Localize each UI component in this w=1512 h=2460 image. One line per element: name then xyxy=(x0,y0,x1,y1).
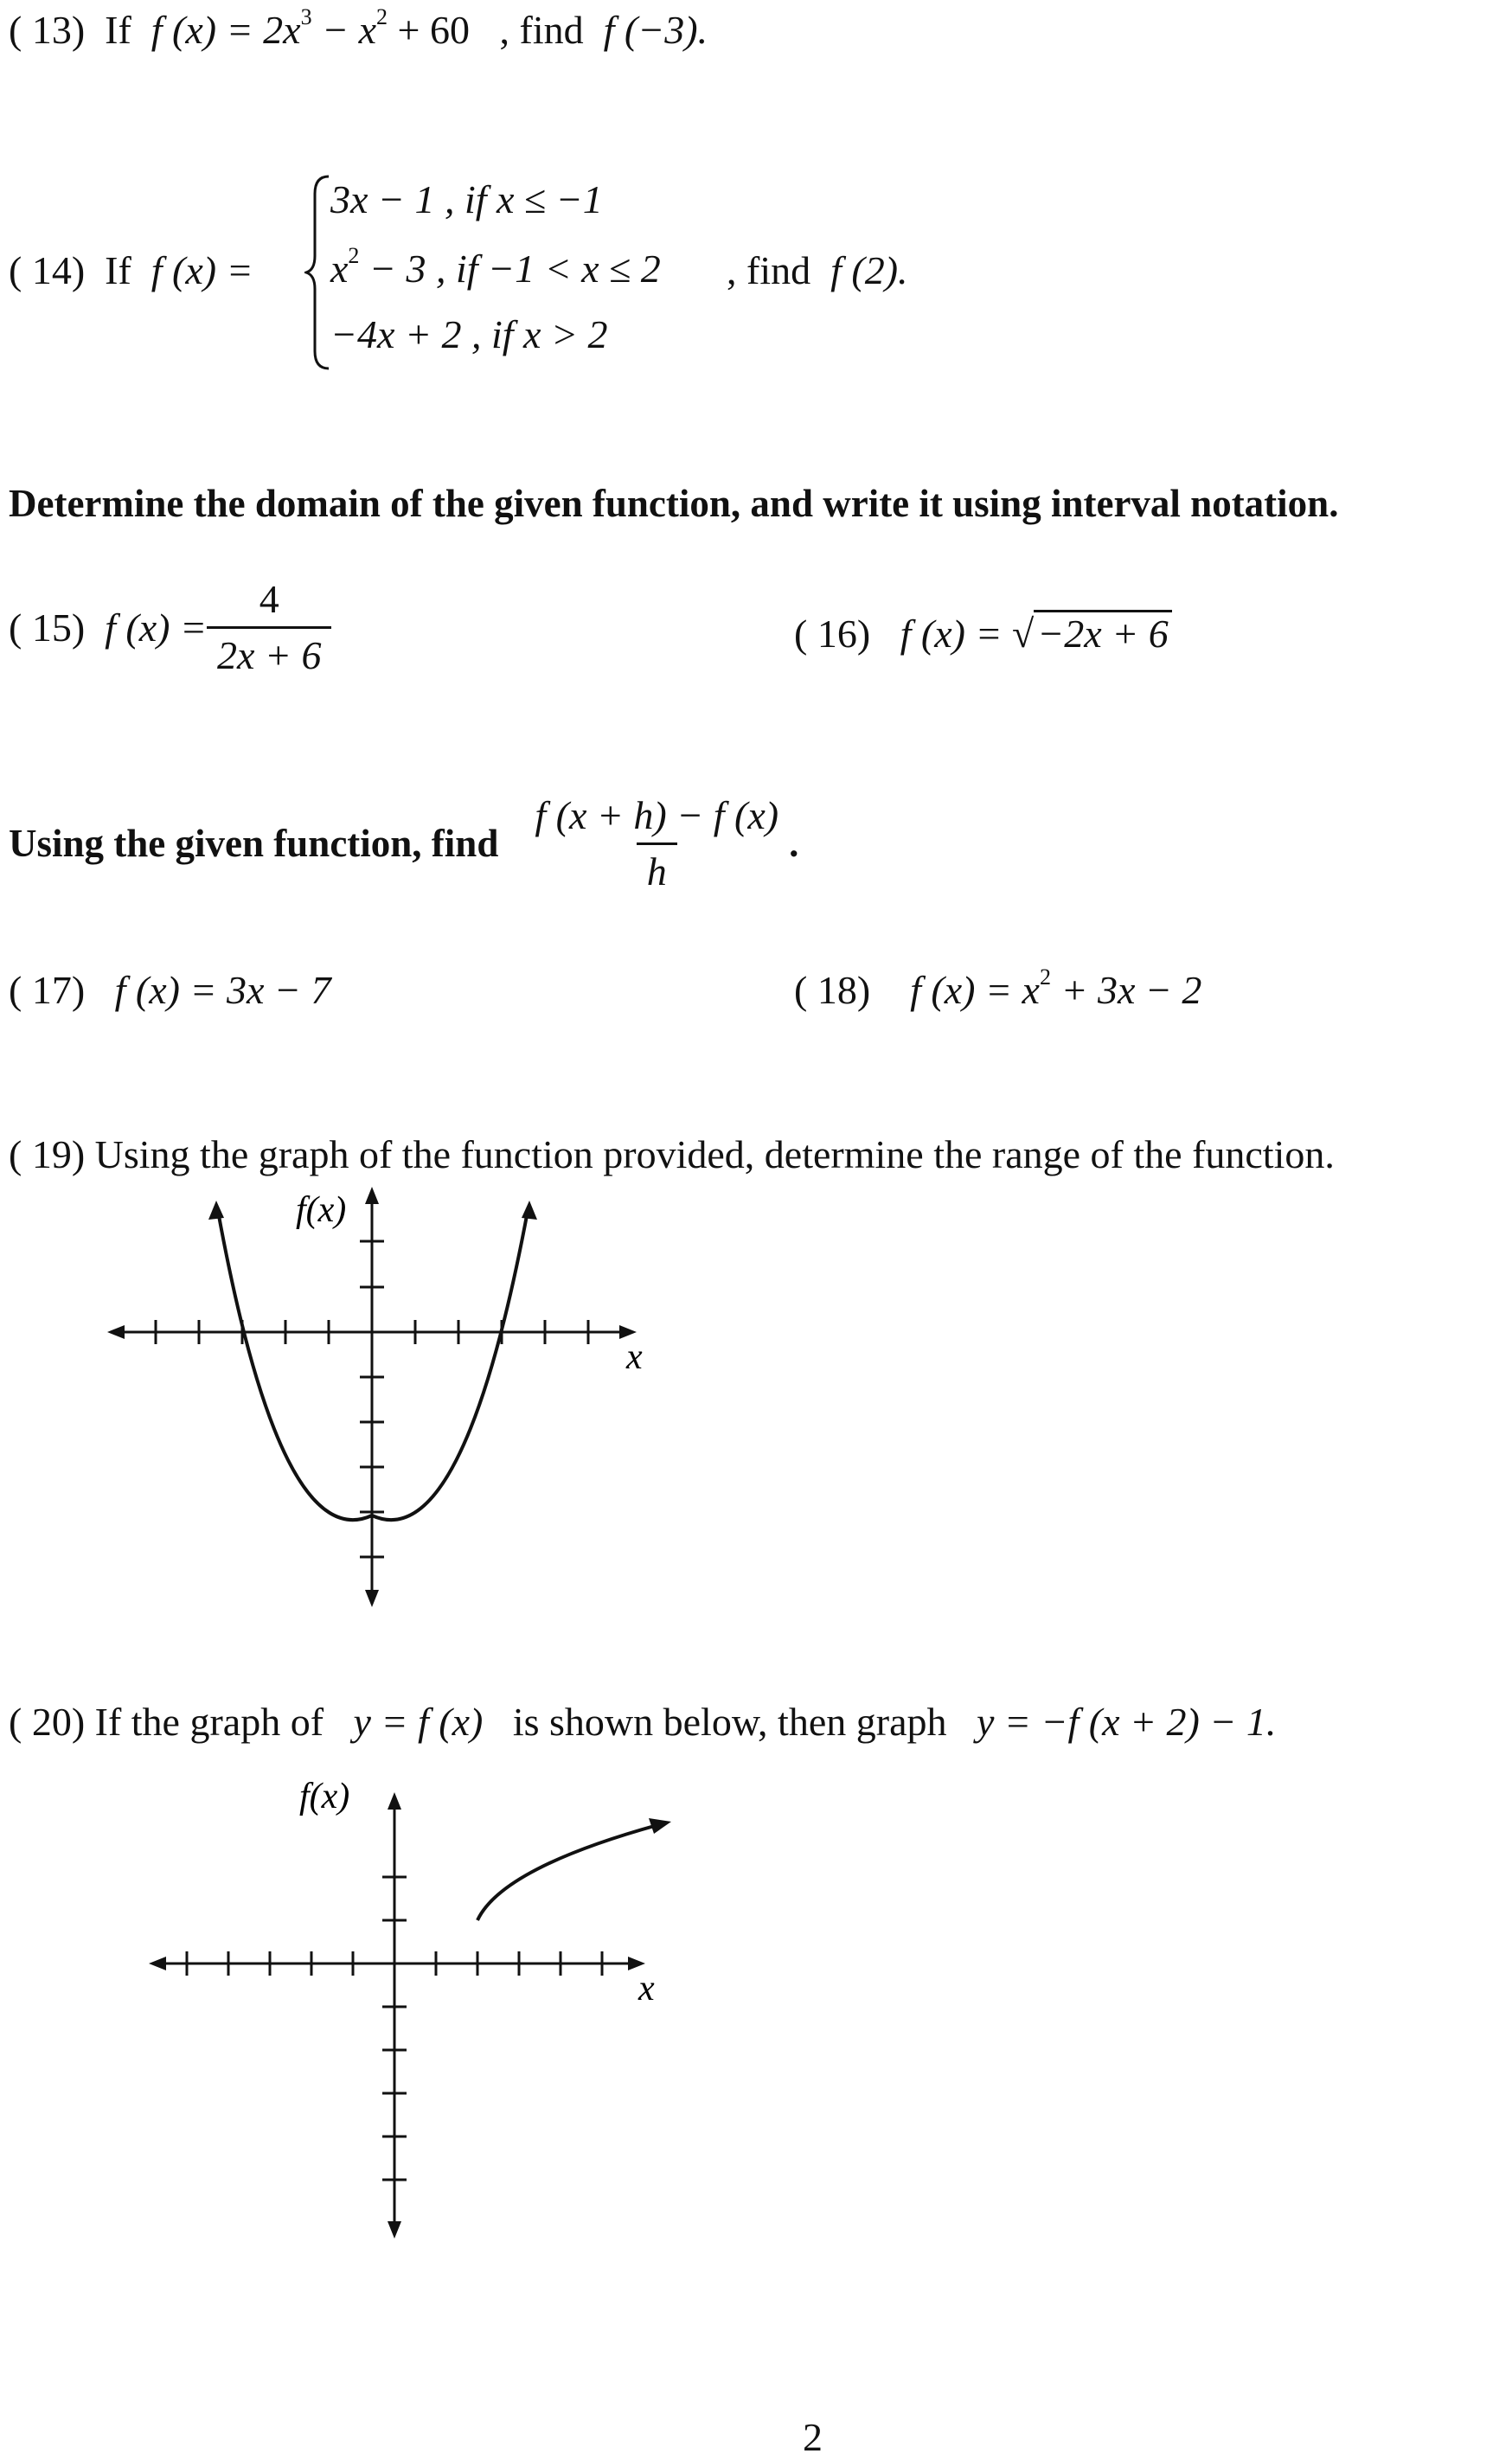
q13-function: f (x) = 2x xyxy=(151,8,301,52)
question-16 xyxy=(794,610,1172,654)
q13-prefix: If xyxy=(105,8,131,52)
q15-numerator: 4 xyxy=(259,577,279,621)
q14-case-1 xyxy=(330,177,603,221)
q14-prefix: If xyxy=(105,248,131,292)
q19-graph xyxy=(95,1176,666,1626)
q18-number: ( 18) xyxy=(794,968,871,1012)
question-15 xyxy=(9,577,331,677)
q14-case-2-exponent: 2 xyxy=(348,243,360,268)
q14-function: f (x) = xyxy=(151,248,253,292)
q14-case-1-text: 3x − 1 , if x ≤ −1 xyxy=(330,177,603,221)
q20-text-b: is shown below, then graph xyxy=(512,1700,947,1744)
question-18 xyxy=(794,964,1202,1012)
q16-radicand: −2x + 6 xyxy=(1034,610,1172,654)
question-20 xyxy=(9,1702,1276,1742)
q14-case-3 xyxy=(330,312,608,356)
q17-number: ( 17) xyxy=(9,968,86,1012)
question-17 xyxy=(9,968,331,1012)
q13-constant: + 60 xyxy=(388,8,470,52)
q20-x-axis-label: x xyxy=(638,1969,655,2008)
q20-equation-2: y = −f (x + 2) − 1. xyxy=(977,1700,1277,1744)
q15-fraction xyxy=(207,577,331,677)
difference-numerator: f (x + h) − f (x) xyxy=(535,793,779,837)
difference-quotient-fraction xyxy=(524,793,789,894)
domain-instructions: Determine the domain of the given function, and write it using interval notation. xyxy=(9,482,1339,525)
q14-case-2-text: − 3 , if −1 < x ≤ 2 xyxy=(359,247,661,291)
q18-exponent: 2 xyxy=(1039,964,1051,990)
q13-find: , find xyxy=(499,8,584,52)
q19-x-axis-label: x xyxy=(626,1337,643,1377)
page-number: 2 xyxy=(803,2415,823,2459)
q20-equation-1: y = f (x) xyxy=(353,1700,484,1744)
q13-target: f (−3). xyxy=(603,8,708,52)
question-14-label xyxy=(9,248,253,292)
q14-find: , find xyxy=(727,248,811,292)
question-13 xyxy=(9,4,708,52)
q14-number: ( 14) xyxy=(9,248,86,292)
q20-graph xyxy=(138,1773,692,2258)
q13-number: ( 13) xyxy=(9,8,86,52)
q13-exponent-2: 2 xyxy=(376,4,388,29)
q16-number: ( 16) xyxy=(794,612,871,656)
q18-function-rest: + 3x − 2 xyxy=(1050,968,1202,1012)
q20-text-a: ( 20) If the graph of xyxy=(9,1700,324,1744)
difference-period: . xyxy=(789,822,799,865)
q15-denominator: 2x + 6 xyxy=(207,626,331,676)
q14-case-2 xyxy=(330,243,661,291)
q14-brace xyxy=(304,173,330,372)
q20-y-axis-label: f(x) xyxy=(299,1777,350,1816)
q14-find-clause xyxy=(727,248,908,292)
q18-function: f (x) = x xyxy=(910,968,1040,1012)
q13-exponent-3: 3 xyxy=(300,4,312,29)
q17-function: f (x) = 3x − 7 xyxy=(114,968,331,1012)
q14-case-3-text: −4x + 2 , if x > 2 xyxy=(330,312,608,356)
difference-quotient-instructions xyxy=(9,793,799,894)
difference-header-text: Using the given function, find xyxy=(9,822,499,865)
question-19: ( 19) Using the graph of the function provided, determine the range of the function. xyxy=(9,1132,1335,1176)
q13-term-x: − x xyxy=(311,8,377,52)
q19-y-axis-label: f(x) xyxy=(296,1190,347,1230)
difference-denominator: h xyxy=(637,842,677,892)
q15-function: f (x) = xyxy=(105,605,208,650)
q15-number: ( 15) xyxy=(9,605,86,650)
q16-function: f (x) = xyxy=(900,612,1003,656)
q16-radical-sign: √ xyxy=(1012,612,1035,656)
q14-case-2-x: x xyxy=(330,247,349,291)
q14-target: f (2). xyxy=(830,248,908,292)
